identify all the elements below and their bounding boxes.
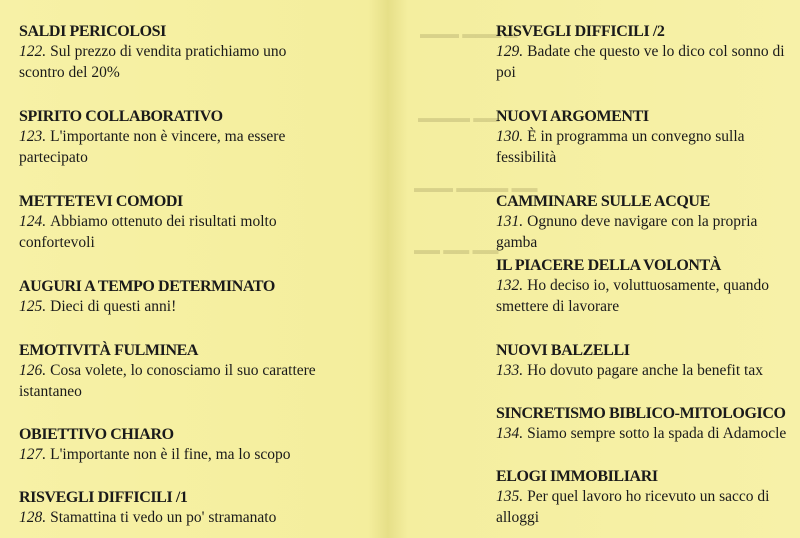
entry-number: 134. <box>496 425 524 442</box>
entry-134 <box>496 404 796 444</box>
entry-title: NUOVI BALZELLI <box>496 342 630 359</box>
entry-text: Cosa volete, lo conosciamo il suo carattere istantaneo <box>19 362 316 400</box>
entry-number: 131. <box>496 213 524 230</box>
entry-title: RISVEGLI DIFFICILI /2 <box>496 23 665 40</box>
entry-number: 128. <box>19 509 47 526</box>
entry-body <box>19 507 319 528</box>
entry-text: Badate che questo ve lo dico col sonno di poi <box>496 43 785 81</box>
entry-text: Ognuno deve navigare con la propria gamba <box>496 213 758 251</box>
entry-body <box>496 211 796 253</box>
entry-text: Abbiamo ottenuto dei risultati molto confortevoli <box>19 213 277 251</box>
entry-body <box>496 275 796 317</box>
entry-title: METTETEVI COMODI <box>19 193 183 210</box>
entry-title: CAMMINARE SULLE ACQUE <box>496 193 710 210</box>
entry-title: SINCRETISMO BIBLICO-MITOLOGICO <box>496 405 786 422</box>
entry-title: SPIRITO COLLABORATIVO <box>19 108 223 125</box>
entry-number: 135. <box>496 488 524 505</box>
entry-body <box>496 486 796 528</box>
entry-text: È in programma un convegno sulla fessibilità <box>496 128 745 166</box>
entry-number: 126. <box>19 362 47 379</box>
entry-135 <box>496 467 796 528</box>
entry-number: 125. <box>19 298 47 315</box>
entry-body <box>496 360 796 381</box>
entry-body <box>19 41 319 83</box>
entry-title: SALDI PERICOLOSI <box>19 23 166 40</box>
entry-text: Sul prezzo di vendita pratichiamo uno scontro del 20% <box>19 43 287 81</box>
entry-131 <box>496 192 796 253</box>
entry-title: EMOTIVITÀ FULMINEA <box>19 342 199 359</box>
entry-number: 129. <box>496 43 524 60</box>
entry-124 <box>19 192 319 253</box>
entry-title: ELOGI IMMOBILIARI <box>496 468 658 485</box>
entry-body <box>496 41 796 83</box>
entry-text: L'importante non è vincere, ma essere partecipato <box>19 128 286 166</box>
entry-text: L'importante non è il fine, ma lo scopo <box>50 446 291 463</box>
entry-122 <box>19 22 319 83</box>
right-page <box>390 0 800 538</box>
show-through-text: ▬▬▬ ▬▬▬ ▬ <box>420 26 518 41</box>
entry-number: 124. <box>19 213 47 230</box>
entry-number: 127. <box>19 446 47 463</box>
entry-text: Stamattina ti vedo un po' stramanato <box>50 509 277 526</box>
entry-title: NUOVI ARGOMENTI <box>496 108 649 125</box>
entry-body <box>19 360 319 402</box>
entry-text: Ho dovuto pagare anche la benefit tax <box>527 362 763 379</box>
entry-body <box>19 211 319 253</box>
entry-132 <box>496 256 796 317</box>
entry-number: 133. <box>496 362 524 379</box>
entry-text: Ho deciso io, voluttuosamente, quando smettere di lavorare <box>496 277 770 315</box>
entry-text: Siamo sempre sotto la spada di Adamocle <box>527 425 787 442</box>
left-page <box>0 0 390 538</box>
entry-128 <box>19 488 319 528</box>
entry-127 <box>19 425 319 465</box>
entry-number: 122. <box>19 43 47 60</box>
entry-125 <box>19 277 319 317</box>
entry-title: OBIETTIVO CHIARO <box>19 426 174 443</box>
entry-133 <box>496 341 796 381</box>
show-through-text: ▬▬ ▬▬ ▬▬ <box>414 242 499 257</box>
show-through-text: ▬▬▬ ▬▬▬▬ ▬▬ <box>414 180 538 195</box>
entry-130 <box>496 107 796 168</box>
entry-title: RISVEGLI DIFFICILI /1 <box>19 489 188 506</box>
entry-title: IL PIACERE DELLA VOLONTÀ <box>496 257 721 274</box>
show-through-text: ▬▬▬▬ ▬▬ <box>418 110 500 125</box>
entry-129 <box>496 22 796 83</box>
entry-number: 132. <box>496 277 524 294</box>
entry-number: 130. <box>496 128 524 145</box>
entry-body <box>19 296 319 317</box>
entry-number: 123. <box>19 128 47 145</box>
entry-text: Dieci di questi anni! <box>50 298 177 315</box>
entry-text: Per quel lavoro ho ricevuto un sacco di alloggi <box>496 488 770 526</box>
entry-title: AUGURI A TEMPO DETERMINATO <box>19 278 275 295</box>
entry-body <box>496 423 796 444</box>
entry-body <box>19 126 319 168</box>
entry-126 <box>19 341 319 402</box>
entry-body <box>19 444 319 465</box>
entry-body <box>496 126 796 168</box>
entry-123 <box>19 107 319 168</box>
